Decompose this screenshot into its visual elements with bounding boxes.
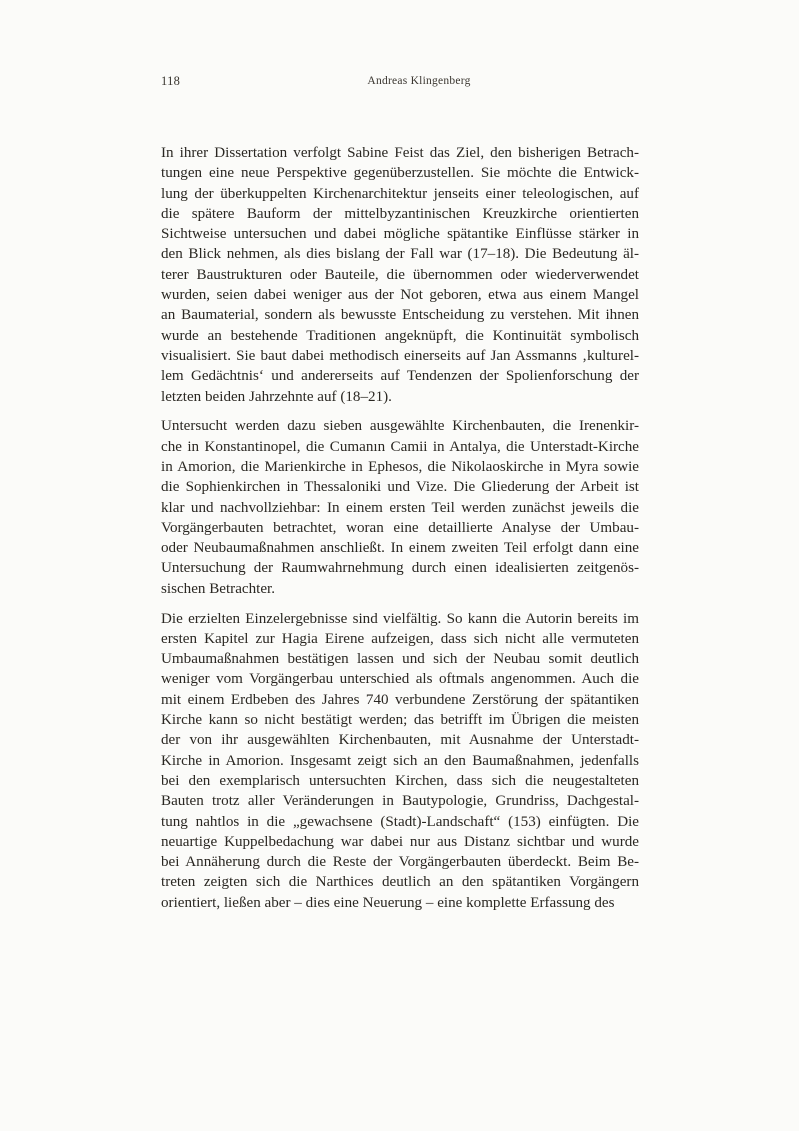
page-number: 118	[161, 74, 181, 88]
text-line: neuartige Kuppelbedachung war dabei nur aus Distanz sichtbar und wurde	[161, 833, 639, 850]
paragraph-2	[161, 416, 639, 599]
text-line: letzten beiden Jahrzehnte auf (18–21).	[161, 388, 392, 405]
text-line: oder Neubaumaßnahmen anschließt. In einem zweiten Teil erfolgt dann eine	[161, 540, 639, 557]
paragraph-3	[161, 609, 639, 913]
text-line: terer Baustrukturen oder Bauteile, die übernommen oder wiederverwendet	[161, 266, 639, 283]
text-line: Vorgängerbauten betrachtet, woran eine detaillierte Analyse der Umbau-	[161, 519, 639, 536]
text-line: den Blick nehmen, als dies bislang der Fall war (17–18). Die Bedeutung äl-	[161, 246, 639, 263]
text-line: weniger vom Vorgängerbau unterschied als oftmals angenommen. Auch die	[161, 671, 639, 688]
text-line: ersten Kapitel zur Hagia Eirene aufzeigen, dass sich nicht alle vermuteten	[161, 630, 639, 647]
text-line: die spätere Bauform der mittelbyzantinischen Kreuzkirche orientierten	[161, 205, 639, 222]
paragraph-1	[161, 143, 639, 407]
text-line: lem Gedächtnis‘ und andererseits auf Tendenzen der Spolienforschung der	[161, 368, 639, 385]
text-line: mit einem Erdbeben des Jahres 740 verbundene Zerstörung der spätantiken	[161, 691, 639, 708]
text-line: wurde an bestehende Traditionen angeknüpft, die Kontinuität symbolisch	[161, 327, 639, 344]
text-line: wurden, seien dabei weniger aus der Not geboren, etwa aus einem Mangel	[161, 287, 639, 304]
text-line: che in Konstantinopel, die Cumanın Camii in Antalya, die Unterstadt-Kirche	[161, 438, 639, 455]
text-line: lung der überkuppelten Kirchenarchitektur jenseits einer teleologischen, auf	[161, 185, 639, 202]
text-line: tung nahtlos in die „gewachsene (Stadt)-Landschaft“ (153) einfügten. Die	[161, 813, 639, 830]
text-line: Sichtweise untersuchen und dabei mögliche spätantike Einflüsse stärker in	[161, 226, 639, 243]
text-line: sischen Betrachter.	[161, 580, 275, 597]
running-head-author: Andreas Klingenberg	[367, 75, 471, 87]
text-line: bei Annäherung durch die Reste der Vorgängerbauten überdeckt. Beim Be-	[161, 854, 639, 871]
text-line: der von ihr ausgewählten Kirchenbauten, mit Ausnahme der Unterstadt-	[161, 732, 639, 749]
text-line: tungen eine neue Perspektive gegenüberzustellen. Sie möchte die Entwick-	[161, 165, 639, 182]
text-line: Die erzielten Einzelergebnisse sind vielfältig. So kann die Autorin bereits im	[161, 610, 639, 627]
text-line: Kirche kann so nicht bestätigt werden; das betrifft im Übrigen die meisten	[161, 712, 639, 729]
text-line: an Baumaterial, sondern als bewusste Entscheidung zu verstehen. Mit ihnen	[161, 307, 639, 324]
text-line: Umbaumaßnahmen bestätigen lassen und sich der Neubau somit deutlich	[161, 651, 639, 668]
text-line: Bauten trotz aller Veränderungen in Bautypologie, Grundriss, Dachgestal-	[161, 793, 639, 810]
text-line: orientiert, ließen aber – dies eine Neuerung – eine komplette Erfassung des	[161, 894, 615, 911]
text-line: In ihrer Dissertation verfolgt Sabine Feist das Ziel, den bisherigen Betrach-	[161, 145, 639, 161]
text-line: in Amorion, die Marienkirche in Ephesos, die Nikolaoskirche in Myra sowie	[161, 458, 639, 475]
text-line: Untersuchung der Raumwahrnehmung durch einen idealisierten zeitgenös-	[161, 560, 639, 577]
text-line: treten zeigten sich die Narthices deutlich an den spätantiken Vorgängern	[161, 874, 639, 891]
body-text-block	[161, 143, 639, 913]
text-line: Untersucht werden dazu sieben ausgewählte Kirchenbauten, die Irenenkir-	[161, 418, 639, 435]
page-header	[161, 72, 639, 90]
text-line: bei den exemplarisch untersuchten Kirchen, dass sich die neugestalteten	[161, 772, 639, 789]
text-line: klar und nachvollziehbar: In einem ersten Teil werden zunächst jeweils die	[161, 499, 639, 516]
text-line: Kirche in Amorion. Insgesamt zeigt sich an den Baumaßnahmen, jedenfalls	[161, 752, 639, 769]
text-line: visualisiert. Sie baut dabei methodisch einerseits auf Jan Assmanns ‚kulturel-	[161, 347, 639, 364]
text-line: die Sophienkirchen in Thessaloniki und Vize. Die Gliederung der Arbeit ist	[161, 479, 639, 496]
